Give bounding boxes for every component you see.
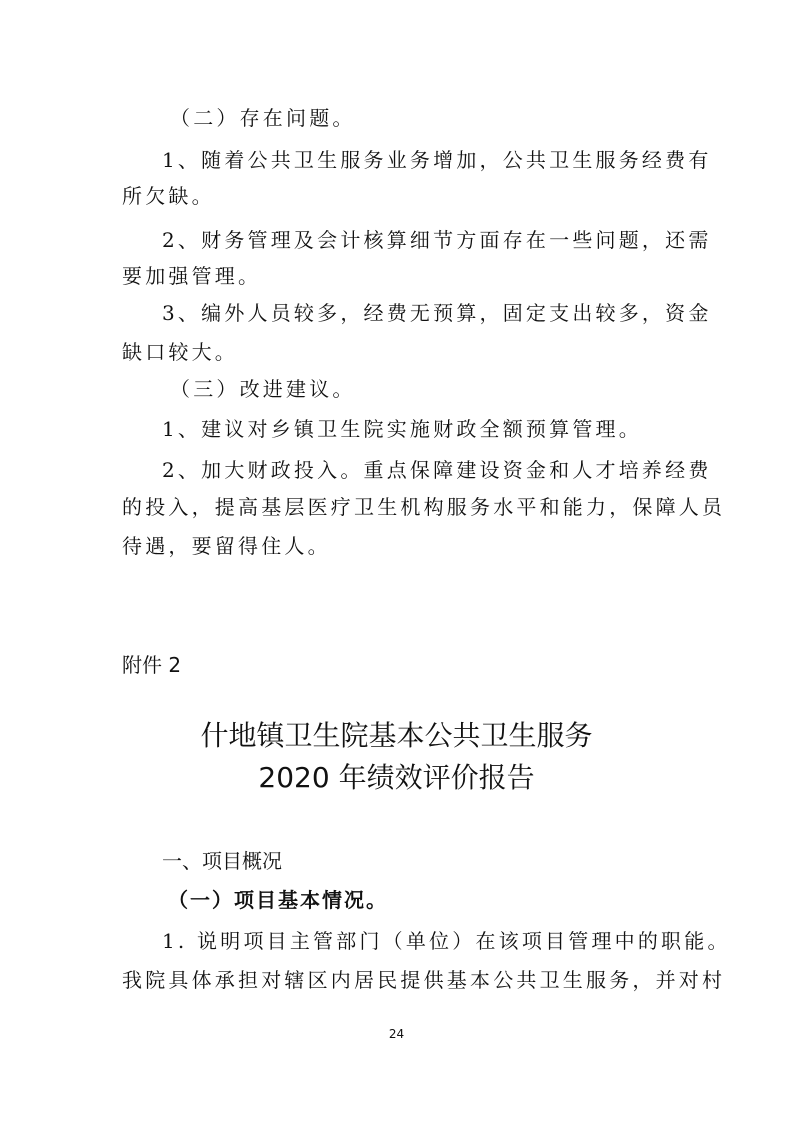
paragraph-line: 1、建议对乡镇卫生院实施财政全额预算管理。 <box>162 417 642 441</box>
annex-label: 附件 2 <box>122 653 182 677</box>
section-heading: 一、项目概况 <box>162 849 282 873</box>
paragraph-line: 的投入，提高基层医疗卫生机构服务水平和能力，保障人员 <box>122 495 726 519</box>
subheading-suggestions: （三）改进建议。 <box>170 377 356 401</box>
paragraph-line: 要加强管理。 <box>122 264 262 288</box>
paragraph-line: 1、随着公共卫生服务业务增加，公共卫生服务经费有 <box>162 148 712 172</box>
subheading-problems: （二）存在问题。 <box>170 106 356 130</box>
paragraph-line: 2、加大财政投入。重点保障建设资金和人才培养经费 <box>162 458 712 482</box>
report-title-line-1: 什地镇卫生院基本公共卫生服务 <box>200 719 593 752</box>
subsection-heading: （一）项目基本情况。 <box>168 888 388 912</box>
page-number: 24 <box>388 1027 405 1041</box>
paragraph-line: 缺口较大。 <box>122 340 238 364</box>
report-title-line-2: 2020 年绩效评价报告 <box>258 761 535 794</box>
paragraph-line: 所欠缺。 <box>122 184 215 208</box>
paragraph-line: 我院具体承担对辖区内居民提供基本公共卫生服务，并对村 <box>122 968 726 992</box>
paragraph-line: 3、编外人员较多，经费无预算，固定支出较多，资金 <box>162 301 712 325</box>
paragraph-line: 1. 说明项目主管部门（单位）在该项目管理中的职能。 <box>162 929 731 953</box>
paragraph-line: 待遇，要留得住人。 <box>122 534 331 558</box>
paragraph-line: 2、财务管理及会计核算细节方面存在一些问题，还需 <box>162 228 712 252</box>
